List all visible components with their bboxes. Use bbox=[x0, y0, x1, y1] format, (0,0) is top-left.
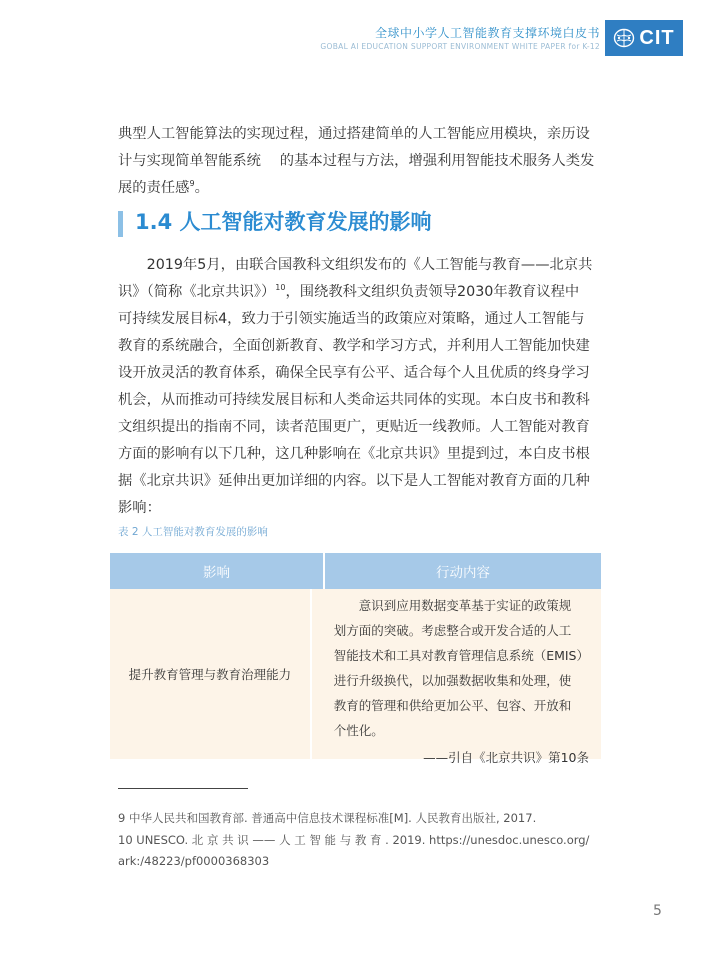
section-marker bbox=[118, 211, 123, 237]
section-title: 1.4 人工智能对教育发展的影响 bbox=[135, 210, 432, 234]
brain-icon bbox=[613, 28, 635, 48]
table-cell-action bbox=[312, 589, 601, 765]
cit-logo bbox=[605, 20, 683, 56]
intro-line: 典型人工智能算法的实现过程，通过搭建简单的人工智能应用模块，亲历设 bbox=[118, 126, 590, 142]
header-title: 全球中小学人工智能教育支撑环境白皮书 bbox=[374, 26, 600, 40]
action-line: 进行升级换代，以加强数据收集和处理，使 bbox=[333, 673, 572, 688]
intro-line: 展的责任感$^9$。 bbox=[118, 179, 209, 196]
body-line: 机会，从而推动可持续发展目标和人类命运共同体的实现。本白皮书和教科 bbox=[118, 392, 590, 408]
intro-line: 计与实现简单智能系统 的基本过程与方法，增强利用智能技术服务人类发 bbox=[118, 153, 595, 169]
body-line: 设开放灵活的教育体系，确保全民享有公平、适合每个人且优质的终身学习 bbox=[118, 365, 590, 381]
body-line-text: 识》（简称《北京共识》） bbox=[118, 284, 276, 300]
footnote-ref-10[interactable]: 10 bbox=[275, 283, 286, 292]
table-header-action: 行动内容 bbox=[436, 565, 490, 581]
body-line: 文组织提出的指南不同，读者范围更广，更贴近一线教师。人工智能对教育 bbox=[118, 419, 590, 435]
action-line: 划方面的突破。考虑整合或开发合适的人工 bbox=[333, 623, 572, 638]
body-line: 教育的系统融合，全面创新教育、教学和学习方式，并利用人工智能加快建 bbox=[118, 338, 590, 354]
page-number: 5 bbox=[653, 903, 662, 919]
body-line: 方面的影响有以下几种，这几种影响在《北京共识》里提到过，本白皮书根 bbox=[118, 446, 590, 462]
body-line: 可持续发展目标4，致力于引领实施适当的政策应对策略，通过人工智能与 bbox=[118, 311, 585, 327]
action-source: ——引自《北京共识》第10条 bbox=[423, 750, 589, 765]
header-subtitle: GOBAL AI EDUCATION SUPPORT ENVIRONMENT WHITE PAPER for K-12 bbox=[320, 42, 600, 51]
table-row bbox=[110, 589, 601, 765]
action-line: 智能技术和工具对教育管理信息系统（EMIS） bbox=[333, 648, 589, 663]
body-paragraph bbox=[118, 252, 604, 522]
table-header-row bbox=[110, 553, 601, 589]
body-line: 据《北京共识》延伸出更加详细的内容。以下是人工智能对教育方面的几种 bbox=[118, 473, 590, 489]
intro-line-text: 展的责任感 bbox=[118, 180, 190, 196]
table-caption: 表 2 人工智能对教育发展的影响 bbox=[118, 526, 268, 538]
footnote-divider bbox=[118, 788, 248, 789]
body-line: 影响： bbox=[118, 500, 161, 516]
action-line: 教育的管理和供给更加公平、包容、开放和 bbox=[333, 698, 572, 713]
action-line: 意识到应用数据变革基于实证的政策规 bbox=[333, 598, 572, 613]
table-header-impact: 影响 bbox=[110, 553, 325, 589]
body-line bbox=[118, 279, 604, 306]
body-line: 2019年5月，由联合国教科文组织发布的《人工智能与教育——北京共 bbox=[118, 257, 593, 273]
impact-table bbox=[110, 553, 601, 765]
footnote-10-url[interactable]: ark:/48223/pf0000368303 bbox=[118, 854, 270, 868]
body-line-tail: ，围绕教科文组织负责领导2030年教育议程中 bbox=[285, 284, 580, 300]
footnote-9: 9 中华人民共和国教育部. 普通高中信息技术课程标准[M]. 人民教育出版社, 2017. bbox=[118, 811, 537, 825]
intro-paragraph bbox=[118, 121, 604, 202]
action-line: 个性化。 bbox=[333, 723, 384, 738]
table-cell-impact: 提升教育管理与教育治理能力 bbox=[110, 589, 312, 759]
footnote-10: 10 UNESCO. 北 京 共 识 —— 人 工 智 能 与 教 育 . 2019. https://unesdoc.unesco.org/ bbox=[118, 833, 590, 847]
footnote-ref-9[interactable]: 9 bbox=[189, 179, 195, 188]
logo-text: CIT bbox=[639, 26, 675, 49]
